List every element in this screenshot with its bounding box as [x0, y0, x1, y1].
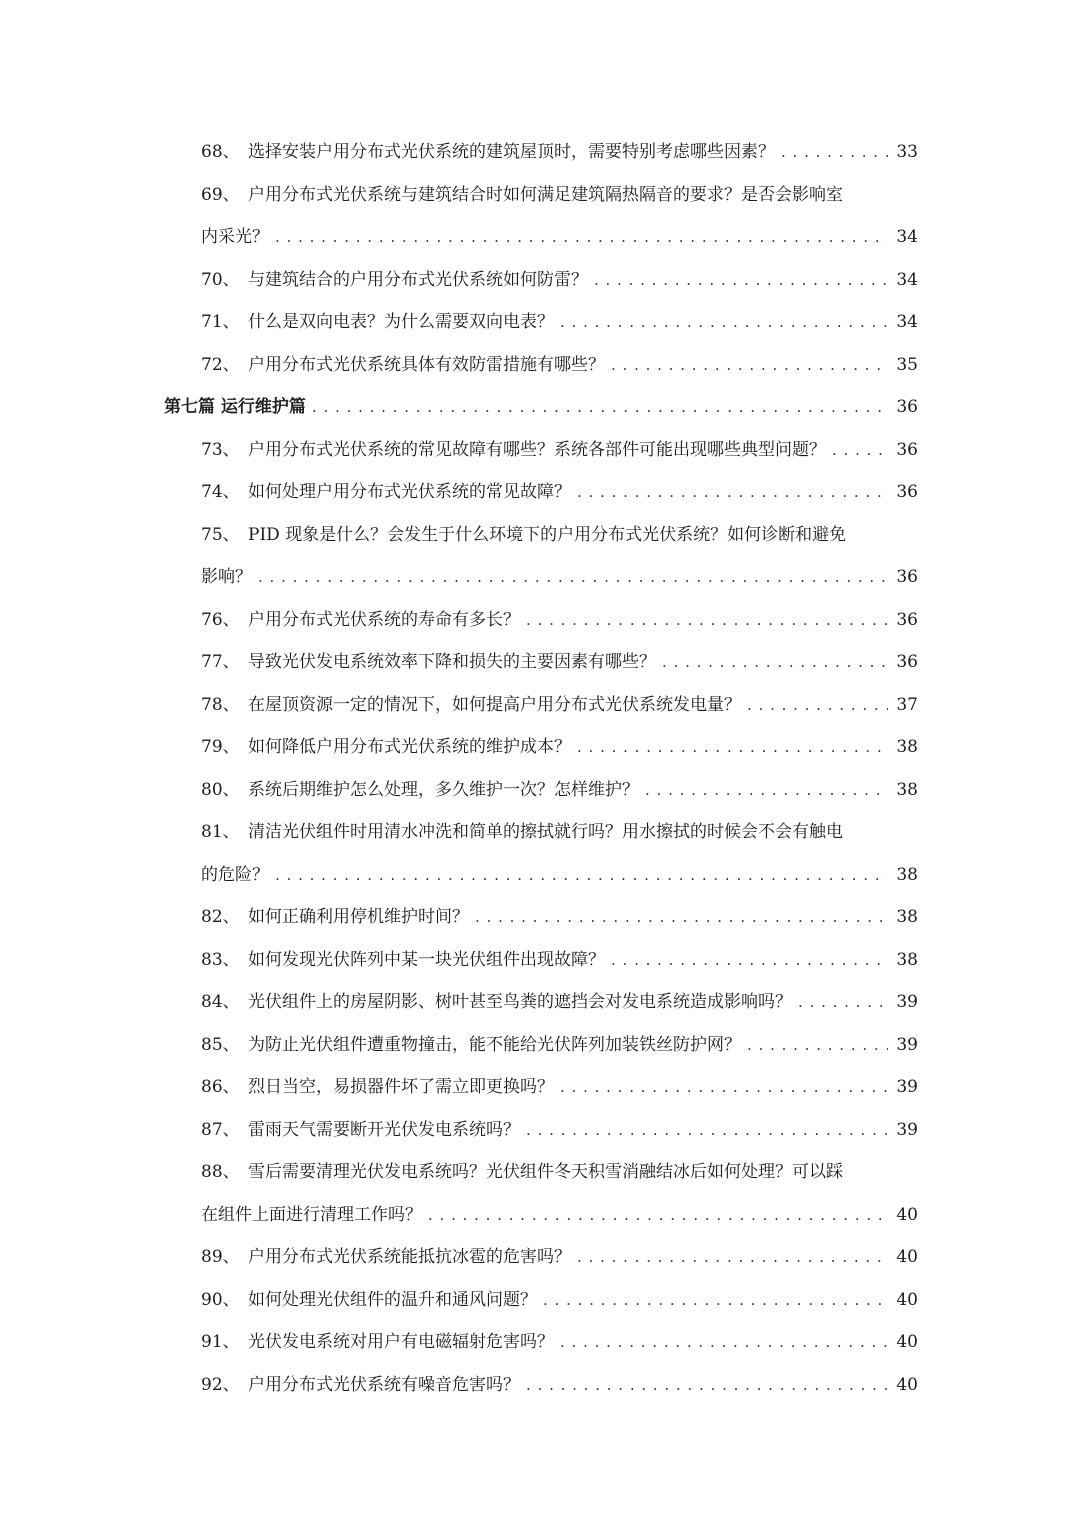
entry-number: 78、 [201, 694, 240, 715]
entry-number: 88、 [201, 1162, 240, 1182]
dot-leader [275, 216, 888, 259]
entry-title: 光伏发电系统对用户有电磁辐射危害吗？ [248, 1332, 554, 1352]
page-number: 39 [896, 992, 918, 1012]
entry-title: 在屋顶资源一定的情况下，如何提高户用分布式光伏系统发电量？ [248, 694, 741, 715]
entry-title: 户用分布式光伏系统与建筑结合时如何满足建筑隔热隔音的要求？是否会影响室 [248, 184, 843, 205]
entry-title: 光伏组件上的房屋阴影、树叶甚至鸟粪的遮挡会对发电系统造成影响吗？ [248, 992, 792, 1012]
page-number: 36 [896, 567, 918, 587]
page-number: 40 [896, 1374, 918, 1395]
dot-leader [275, 854, 888, 897]
entry-number: 91、 [201, 1332, 240, 1352]
entry-number: 76、 [201, 609, 240, 630]
entry-title: 如何降低户用分布式光伏系统的维护成本？ [248, 737, 571, 757]
page-number: 34 [896, 312, 918, 332]
entry-title: 烈日当空，易损器件坏了需立即更换吗？ [248, 1077, 554, 1097]
page-number: 40 [896, 1247, 918, 1267]
entry-title-continued: 的危险？ [201, 864, 269, 885]
entry-title: 如何发现光伏阵列中某一块光伏组件出现故障？ [248, 949, 605, 970]
entry-title: 系统后期维护怎么处理，多久维护一次？怎样维护？ [248, 779, 639, 800]
dot-leader [312, 386, 888, 429]
entry-number: 83、 [201, 949, 240, 970]
toc-entry[interactable] [164, 684, 918, 727]
toc-entry-continuation[interactable] [164, 216, 918, 259]
toc-entry[interactable] [164, 811, 918, 854]
entry-title: 选择安装户用分布式光伏系统的建筑屋顶时，需要特别考虑哪些因素？ [248, 142, 775, 162]
dot-leader [747, 684, 888, 727]
entry-title: 雪后需要清理光伏发电系统吗？光伏组件冬天积雪消融结冰后如何处理？可以踩 [248, 1162, 843, 1182]
dot-leader [258, 556, 888, 599]
dot-leader [611, 939, 888, 982]
entry-title-continued: 内采光？ [201, 227, 269, 247]
dot-leader [526, 1364, 888, 1407]
entry-title-continued: 影响？ [201, 567, 252, 587]
dot-leader [560, 1321, 888, 1364]
dot-leader [645, 769, 888, 812]
entry-title: 清洁光伏组件时用清水冲洗和简单的擦拭就行吗？用水擦拭的时候会不会有触电 [248, 822, 843, 842]
entry-title: 如何处理户用分布式光伏系统的常见故障？ [248, 482, 571, 502]
toc-section-heading[interactable] [164, 386, 918, 429]
dot-leader [560, 1066, 888, 1109]
toc-entry[interactable] [164, 429, 918, 472]
toc-entry[interactable] [164, 896, 918, 939]
dot-leader [526, 599, 888, 642]
entry-title: 雷雨天气需要断开光伏发电系统吗？ [248, 1119, 520, 1140]
page-number: 37 [896, 694, 918, 715]
dot-leader [798, 981, 888, 1024]
entry-number: 80、 [201, 779, 240, 800]
toc-entry[interactable] [164, 981, 918, 1024]
page-number: 39 [896, 1119, 918, 1140]
page-number: 38 [896, 779, 918, 800]
entry-number: 68、 [201, 142, 240, 162]
toc-entry[interactable] [164, 769, 918, 812]
dot-leader [611, 344, 888, 387]
toc-entry[interactable] [164, 1321, 918, 1364]
page-number: 38 [896, 907, 918, 927]
page-number: 39 [896, 1034, 918, 1055]
entry-number: 92、 [201, 1374, 240, 1395]
page-number: 40 [896, 1289, 918, 1310]
entry-title: 什么是双向电表？为什么需要双向电表？ [248, 312, 554, 332]
toc-entry[interactable] [164, 599, 918, 642]
entry-number: 72、 [201, 354, 240, 375]
entry-number: 86、 [201, 1077, 240, 1097]
dot-leader [428, 1194, 888, 1237]
toc-entry[interactable] [164, 1066, 918, 1109]
toc-entry[interactable] [164, 1364, 918, 1407]
toc-entry[interactable] [164, 131, 918, 174]
toc-entry[interactable] [164, 301, 918, 344]
toc-entry[interactable] [164, 1279, 918, 1322]
toc-entry[interactable] [164, 1024, 918, 1067]
toc-entry[interactable] [164, 1236, 918, 1279]
toc-entry-continuation[interactable] [164, 854, 918, 897]
dot-leader [594, 259, 888, 302]
dot-leader [577, 471, 888, 514]
entry-title: 户用分布式光伏系统的常见故障有哪些？系统各部件可能出现哪些典型问题？ [248, 439, 826, 460]
page-number: 36 [896, 609, 918, 630]
entry-title-continued: 在组件上面进行清理工作吗？ [201, 1204, 422, 1225]
toc-entry[interactable] [164, 1109, 918, 1152]
entry-number: 71、 [201, 312, 240, 332]
page-number: 38 [896, 737, 918, 757]
entry-number: 89、 [201, 1247, 240, 1267]
entry-title: PID 现象是什么？会发生于什么环境下的户用分布式光伏系统？如何诊断和避免 [248, 524, 847, 545]
page-number: 36 [896, 397, 918, 417]
table-of-contents [164, 131, 918, 1406]
entry-number: 87、 [201, 1119, 240, 1140]
entry-number: 82、 [201, 907, 240, 927]
dot-leader [662, 641, 888, 684]
dot-leader [577, 726, 888, 769]
entry-title: 如何处理光伏组件的温升和通风问题？ [248, 1289, 537, 1310]
dot-leader [577, 1236, 888, 1279]
entry-number: 85、 [201, 1034, 240, 1055]
page-number: 36 [896, 482, 918, 502]
entry-title: 户用分布式光伏系统具体有效防雷措施有哪些？ [248, 354, 605, 375]
entry-number: 79、 [201, 737, 240, 757]
dot-leader [560, 301, 888, 344]
page-number: 34 [896, 227, 918, 247]
page-number: 33 [896, 142, 918, 162]
entry-number: 69、 [201, 184, 240, 205]
toc-entry[interactable] [164, 726, 918, 769]
toc-entry-continuation[interactable] [164, 1194, 918, 1237]
toc-entry[interactable] [164, 174, 918, 217]
dot-leader [526, 1109, 888, 1152]
dot-leader [781, 131, 888, 174]
page-number: 39 [896, 1077, 918, 1097]
toc-entry[interactable] [164, 514, 918, 557]
page-number: 38 [896, 949, 918, 970]
dot-leader [475, 896, 888, 939]
dot-leader [832, 429, 888, 472]
page-number: 36 [896, 652, 918, 672]
toc-entry-continuation[interactable] [164, 556, 918, 599]
entry-number: 84、 [201, 992, 240, 1012]
toc-entry[interactable] [164, 1151, 918, 1194]
entry-title: 为防止光伏组件遭重物撞击，能不能给光伏阵列加装铁丝防护网？ [248, 1034, 741, 1055]
toc-entry[interactable] [164, 641, 918, 684]
entry-number: 75、 [201, 524, 240, 545]
dot-leader [543, 1279, 888, 1322]
page-number: 35 [896, 354, 918, 375]
entry-number: 70、 [201, 269, 240, 290]
entry-title: 户用分布式光伏系统的寿命有多长？ [248, 609, 520, 630]
page-number: 34 [896, 269, 918, 290]
page-number: 40 [896, 1332, 918, 1352]
page-number: 36 [896, 439, 918, 460]
entry-title: 导致光伏发电系统效率下降和损失的主要因素有哪些？ [248, 652, 656, 672]
entry-number: 90、 [201, 1289, 240, 1310]
page-number: 38 [896, 864, 918, 885]
entry-number: 74、 [201, 482, 240, 502]
toc-entry[interactable] [164, 939, 918, 982]
toc-entry[interactable] [164, 471, 918, 514]
page-number: 40 [896, 1204, 918, 1225]
entry-number: 81、 [201, 822, 240, 842]
entry-number: 77、 [201, 652, 240, 672]
toc-entry[interactable] [164, 259, 918, 302]
entry-title: 如何正确利用停机维护时间？ [248, 907, 469, 927]
entry-number: 73、 [201, 439, 240, 460]
dot-leader [747, 1024, 888, 1067]
entry-title: 与建筑结合的户用分布式光伏系统如何防雷？ [248, 269, 588, 290]
section-title: 第七篇 运行维护篇 [164, 397, 306, 417]
entry-title: 户用分布式光伏系统能抵抗冰雹的危害吗？ [248, 1247, 571, 1267]
toc-entry[interactable] [164, 344, 918, 387]
entry-title: 户用分布式光伏系统有噪音危害吗？ [248, 1374, 520, 1395]
